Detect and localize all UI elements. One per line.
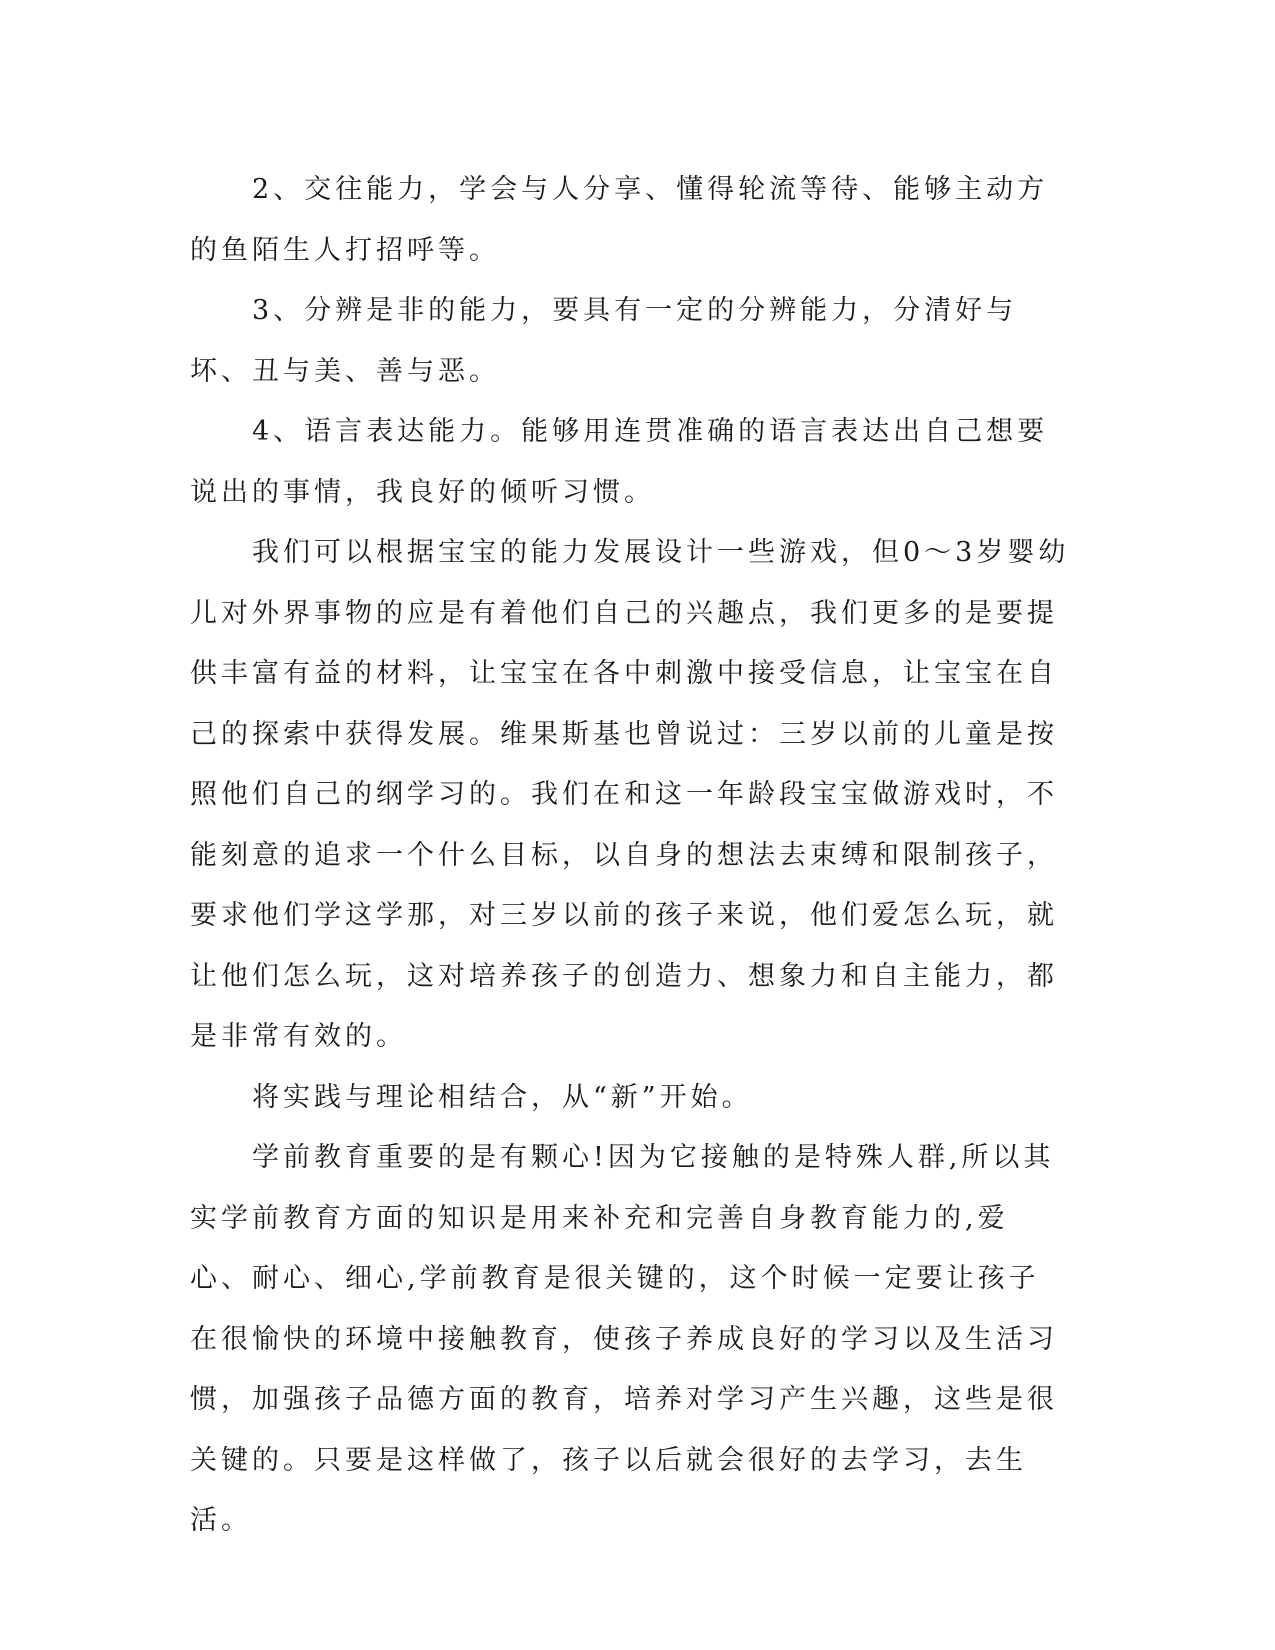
- paragraph-communication-ability: 2、交往能力，学会与人分享、懂得轮流等待、能够主动方的鱼陌生人打招呼等。: [190, 174, 1049, 266]
- paragraph-language-ability: 4、语言表达能力。能够用连贯准确的语言表达出自己想要说出的事情，我良好的倾听习惯。: [190, 416, 1049, 508]
- paragraph-games-design: 我们可以根据宝宝的能力发展设计一些游戏，但0～3岁婴幼儿对外界事物的应是有着他们自己的兴趣点，我们更多的是要提供丰富有益的材料，让宝宝在各中刺激中接受信息，让宝宝在自己的探索中获得发展。维果斯基也曾说过：三岁以前的儿童是按照他们自己的纲学习的。我们在和这一年龄段宝宝做游戏时，不能刻意的追求一个什么目标，以自身的想法去束缚和限制孩子，要求他们学这学那，对三岁以前的孩子来说，他们爱怎么玩，就让他们怎么玩，这对培养孩子的创造力、想象力和自主能力，都是非常有效的。: [190, 537, 1070, 1052]
- paragraph-preschool-education: 学前教育重要的是有颗心!因为它接触的是特殊人群,所以其实学前教育方面的知识是用来补充和完善自身教育能力的,爱心、耐心、细心,学前教育是很关键的，这个时候一定要让孩子在很愉快的环境中接触教育，使孩子养成良好的学习以及生活习惯，加强孩子品德方面的教育，培养对学习产生兴趣，这些是很关键的。只要是这样做了，孩子以后就会很好的去学习，去生活。: [190, 1142, 1058, 1536]
- paragraph-practice-theory: 将实践与理论相结合，从“新”开始。: [252, 1081, 753, 1113]
- document-body: [190, 160, 1070, 1552]
- paragraph-judgment-ability: 3、分辨是非的能力，要具有一定的分辨能力，分清好与坏、丑与美、善与恶。: [190, 295, 1018, 387]
